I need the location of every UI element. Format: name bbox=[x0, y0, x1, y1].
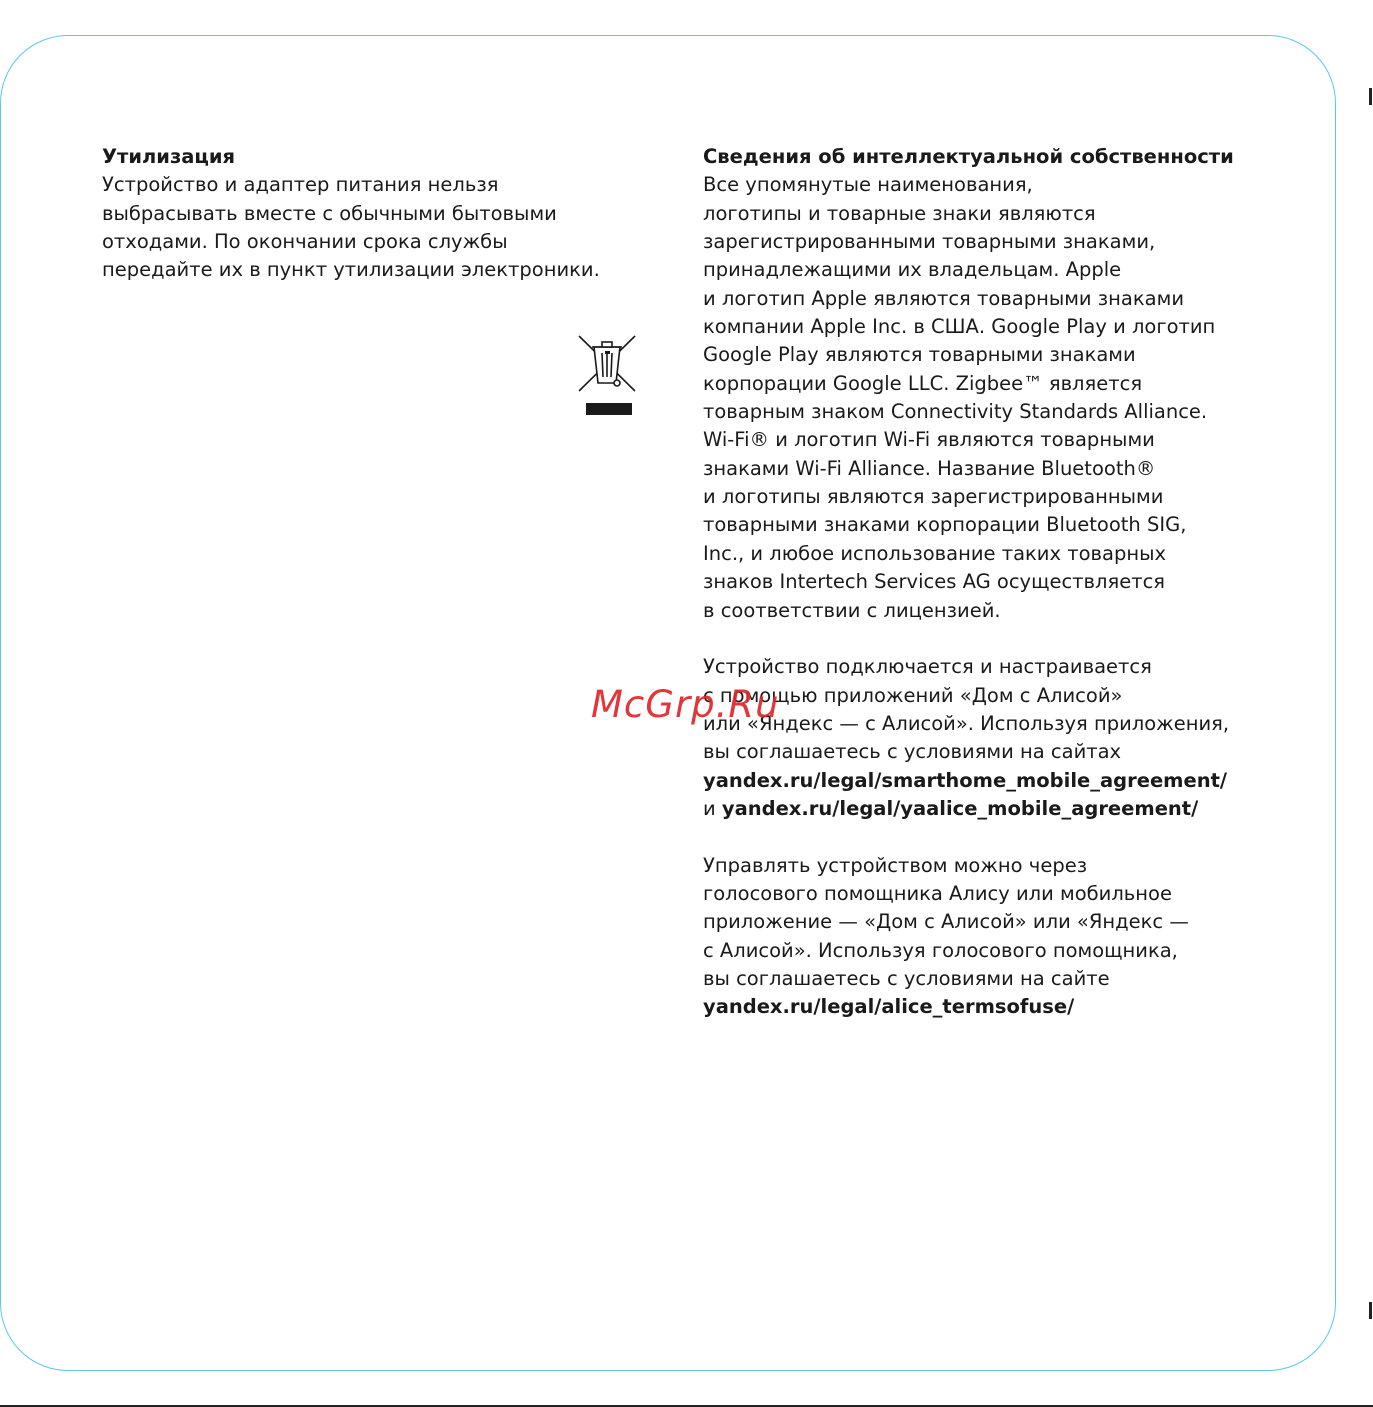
apps-line: с помощью приложений «Дом с Алисой» bbox=[703, 683, 1123, 707]
ip-line: компании Apple Inc. в США. Google Play и логотип bbox=[703, 315, 1216, 339]
conjunction-text: и bbox=[703, 796, 722, 820]
ip-line: Google Play являются товарными знаками bbox=[703, 343, 1136, 367]
ip-line: знаков Intertech Services AG осуществляется bbox=[703, 570, 1166, 594]
apps-line: вы соглашаетесь с условиями на сайтах bbox=[703, 740, 1122, 764]
ip-line: логотипы и товарные знаки являются bbox=[703, 201, 1096, 225]
disposal-line: отходами. По окончании срока службы bbox=[102, 230, 508, 254]
ip-line: принадлежащими их владельцам. Apple bbox=[703, 258, 1122, 282]
apps-line: или «Яндекс — с Алисой». Используя приложения, bbox=[703, 711, 1230, 735]
ip-line: в соответствии с лицензией. bbox=[703, 598, 1001, 622]
watermark: McGrp.Ru bbox=[591, 683, 780, 726]
voice-line: голосового помощника Алису или мобильное bbox=[703, 881, 1172, 905]
ip-line: и логотип Apple являются товарными знаками bbox=[703, 286, 1184, 310]
apps-link-line bbox=[703, 795, 1323, 823]
ip-line: и логотипы являются зарегистрированными bbox=[703, 485, 1164, 509]
alice-terms-link[interactable]: yandex.ru/legal/alice_termsofuse/ bbox=[703, 995, 1075, 1019]
ip-line: зарегистрированными товарными знаками, bbox=[703, 230, 1156, 254]
ip-line: корпорации Google LLC. Zigbee™ является bbox=[703, 371, 1143, 395]
crop-mark-bottom-right bbox=[1369, 1302, 1372, 1319]
smarthome-agreement-link[interactable]: yandex.ru/legal/smarthome_mobile_agreement/ bbox=[703, 768, 1228, 792]
ip-title: Сведения об интеллектуальной собственности bbox=[703, 145, 1234, 168]
ip-line: товарным знаком Connectivity Standards Alliance. bbox=[703, 400, 1208, 424]
ip-text bbox=[703, 171, 1323, 625]
disposal-line: Устройство и адаптер питания нельзя bbox=[102, 173, 499, 197]
apps-text bbox=[703, 653, 1323, 823]
ip-line: Inc., и любое использование таких товарных bbox=[703, 541, 1167, 565]
voice-line: с Алисой». Используя голосового помощника, bbox=[703, 938, 1178, 962]
apps-line: Устройство подключается и настраивается bbox=[703, 655, 1152, 679]
ip-line: знаками Wi-Fi Alliance. Название Bluetooth® bbox=[703, 456, 1156, 480]
ip-line: товарными знаками корпорации Bluetooth SIG, bbox=[703, 513, 1187, 537]
weee-crossed-bin-icon bbox=[576, 333, 638, 418]
ip-line: Wi-Fi® и логотип Wi-Fi являются товарными bbox=[703, 428, 1155, 452]
ip-line: Все упомянутые наименования, bbox=[703, 173, 1033, 197]
voice-line: Управлять устройством можно через bbox=[703, 853, 1088, 877]
voice-line: вы соглашаетесь с условиями на сайте bbox=[703, 966, 1110, 990]
right-column bbox=[703, 143, 1323, 1022]
voice-line: приложение — «Дом с Алисой» или «Яндекс — bbox=[703, 910, 1189, 934]
yaalice-agreement-link[interactable]: yandex.ru/legal/yaalice_mobile_agreement/ bbox=[721, 796, 1199, 820]
disposal-title: Утилизация bbox=[102, 145, 236, 168]
voice-text bbox=[703, 852, 1323, 1022]
disposal-text bbox=[102, 171, 662, 284]
disposal-line: передайте их в пункт утилизации электроники. bbox=[102, 258, 600, 282]
crop-mark-top-right bbox=[1369, 88, 1372, 105]
disposal-line: выбрасывать вместе с обычными бытовыми bbox=[102, 201, 557, 225]
disposal-section bbox=[102, 143, 662, 285]
